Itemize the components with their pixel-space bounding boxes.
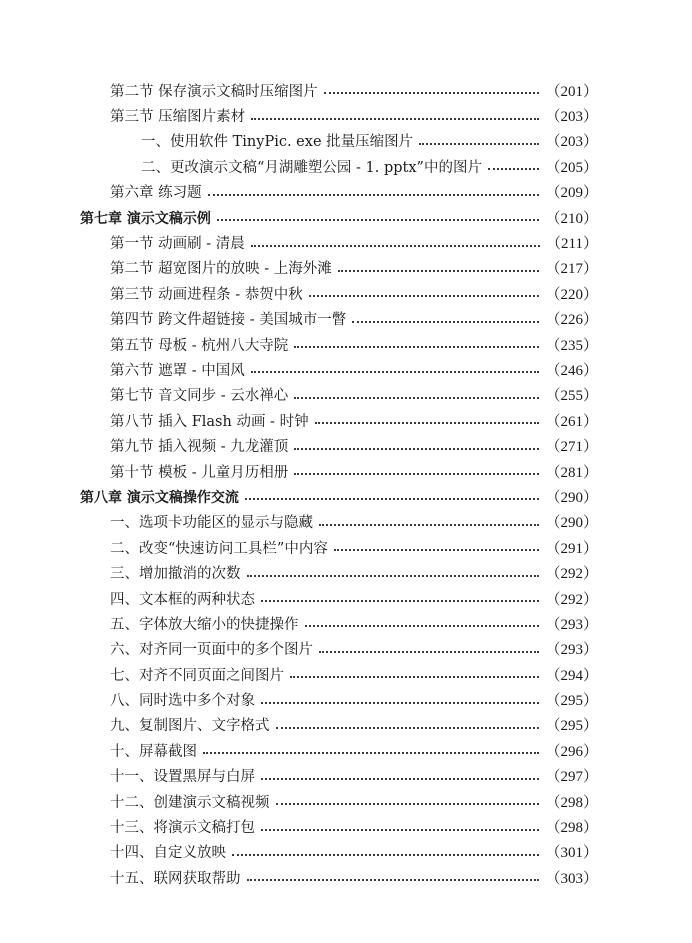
toc-entry-title: 十、屏幕截图 xyxy=(110,743,197,760)
dot-leader xyxy=(245,498,540,500)
toc-entry xyxy=(0,231,692,256)
toc-entry-page: （298） xyxy=(545,794,598,811)
dot-leader xyxy=(294,448,539,450)
toc-entry xyxy=(0,841,692,866)
toc-entry xyxy=(0,79,692,104)
toc-entry xyxy=(0,257,692,282)
toc-entry xyxy=(0,333,692,358)
toc-entry xyxy=(0,612,692,637)
toc-entry xyxy=(0,409,692,434)
toc-entry-page: （301） xyxy=(545,845,598,862)
dot-leader xyxy=(419,143,539,145)
toc-entry-page: （255） xyxy=(545,388,598,405)
toc-entry-title: 十二、创建演示文稿视频 xyxy=(110,794,270,811)
toc-entry-title: 四、文本框的两种状态 xyxy=(110,591,255,608)
toc-entry xyxy=(0,638,692,663)
toc-entry-title: 第三节 动画进程条 - 恭贺中秋 xyxy=(110,286,303,303)
toc-entry-title: 第九节 插入视频 - 九龙灌顶 xyxy=(110,439,289,456)
dot-leader xyxy=(251,245,540,247)
dot-leader xyxy=(203,752,539,754)
toc-entry-page: （271） xyxy=(545,439,598,456)
toc-entry xyxy=(0,536,692,561)
toc-entry xyxy=(0,308,692,333)
dot-leader xyxy=(294,397,539,399)
dot-leader xyxy=(319,651,539,653)
toc-entry-title: 第六章 练习题 xyxy=(110,185,202,202)
toc-entry-title: 三、增加撤消的次数 xyxy=(110,566,241,583)
toc-entry-page: （297） xyxy=(545,769,598,786)
toc-entry-title: 第二节 保存演示文稿时压缩图片 xyxy=(110,83,318,100)
toc-entry xyxy=(0,104,692,129)
toc-entry-page: （291） xyxy=(545,540,598,557)
toc-entry xyxy=(0,765,692,790)
dot-leader xyxy=(488,168,540,170)
dot-leader xyxy=(276,803,540,805)
toc-entry-title: 第五节 母板 - 杭州八大寺院 xyxy=(110,337,289,354)
dot-leader xyxy=(247,879,540,881)
dot-leader xyxy=(251,371,540,373)
dot-leader xyxy=(334,549,540,551)
toc-entry xyxy=(0,815,692,840)
toc-entry-title: 六、对齐同一页面中的多个图片 xyxy=(110,642,313,659)
toc-entry-page: （211） xyxy=(546,236,598,253)
dot-leader xyxy=(261,829,539,831)
toc-entry-page: （294） xyxy=(545,667,598,684)
toc-entry-page: （290） xyxy=(545,515,598,532)
toc-entry-title: 七、对齐不同页面之间图片 xyxy=(110,667,284,684)
toc-entry xyxy=(0,663,692,688)
dot-leader xyxy=(261,702,539,704)
toc-entry-title: 第六节 遮罩 - 中国风 xyxy=(110,362,245,379)
dot-leader xyxy=(247,575,540,577)
toc-entry xyxy=(0,688,692,713)
dot-leader xyxy=(315,422,540,424)
toc-entry-page: （203） xyxy=(545,134,598,151)
toc-entry xyxy=(0,282,692,307)
toc-entry-page: （210） xyxy=(545,210,598,227)
dot-leader xyxy=(232,854,539,856)
dot-leader xyxy=(324,92,540,94)
toc-entry xyxy=(0,130,692,155)
toc-entry-title: 二、改变“快速访问工具栏”中内容 xyxy=(110,540,328,557)
toc-entry-title: 一、选项卡功能区的显示与隐藏 xyxy=(110,515,313,532)
toc-entry-page: （293） xyxy=(545,616,598,633)
toc-entry-page: （209） xyxy=(545,185,598,202)
toc-entry-title: 一、使用软件 TinyPic. exe 批量压缩图片 xyxy=(141,134,414,151)
toc-entry-title: 第四节 跨文件超链接 - 美国城市一瞥 xyxy=(110,312,347,329)
toc-entry xyxy=(0,358,692,383)
toc-entry-title: 第一节 动画刷 - 清晨 xyxy=(110,236,245,253)
toc-entry-page: （205） xyxy=(545,159,598,176)
toc-entry-page: （201） xyxy=(545,83,598,100)
dot-leader xyxy=(217,219,540,221)
toc-entry-title: 第三节 压缩图片素材 xyxy=(110,109,246,126)
toc-entry xyxy=(0,561,692,586)
toc-entry-page: （261） xyxy=(545,413,598,430)
dot-leader xyxy=(276,727,540,729)
toc-entry-title: 十五、联网获取帮助 xyxy=(110,870,241,887)
toc-entry-title: 第八章 演示文稿操作交流 xyxy=(80,489,239,506)
dot-leader xyxy=(290,676,539,678)
toc-entry xyxy=(0,587,692,612)
toc-entry-page: （226） xyxy=(545,312,598,329)
toc-entry-title: 第十节 模板 - 儿童月历相册 xyxy=(110,464,289,481)
toc-entry xyxy=(0,511,692,536)
toc-entry-page: （220） xyxy=(545,286,598,303)
toc-chapter-heading xyxy=(0,206,692,231)
toc-entry-page: （292） xyxy=(545,591,598,608)
toc-entry-page: （296） xyxy=(545,743,598,760)
toc-entry xyxy=(0,739,692,764)
toc-entry-page: （290） xyxy=(545,489,598,506)
toc-entry-page: （203） xyxy=(545,109,598,126)
toc-entry-page: （295） xyxy=(545,693,598,710)
toc-entry-title: 九、复制图片、文字格式 xyxy=(110,718,270,735)
toc-entry xyxy=(0,790,692,815)
toc-entry-title: 第八节 插入 Flash 动画 - 时钟 xyxy=(110,413,309,430)
dot-leader xyxy=(338,270,540,272)
dot-leader xyxy=(294,346,539,348)
toc-entry xyxy=(0,434,692,459)
toc-entry xyxy=(0,384,692,409)
toc-entry-title: 五、字体放大缩小的快捷操作 xyxy=(110,616,299,633)
dot-leader xyxy=(251,118,539,120)
toc-entry-page: （293） xyxy=(545,642,598,659)
toc-entry-title: 八、同时选中多个对象 xyxy=(110,693,255,710)
dot-leader xyxy=(208,194,540,196)
dot-leader xyxy=(305,625,540,627)
toc-entry-title: 二、更改演示文稿“月湖雕塑公园 - 1. pptx”中的图片 xyxy=(141,159,482,176)
toc-entry-title: 十四、自定义放映 xyxy=(110,845,226,862)
toc-entry-page: （292） xyxy=(545,566,598,583)
toc-entry-title: 第七节 音文同步 - 云水禅心 xyxy=(110,388,289,405)
dot-leader xyxy=(309,295,540,297)
toc-entry-page: （295） xyxy=(545,718,598,735)
toc-entry xyxy=(0,866,692,891)
toc-entry-title: 十一、设置黑屏与白屏 xyxy=(110,769,255,786)
toc-entry-page: （246） xyxy=(545,362,598,379)
dot-leader xyxy=(261,778,539,780)
dot-leader xyxy=(352,321,539,323)
toc-entry-page: （217） xyxy=(545,261,598,278)
toc-entry-title: 第七章 演示文稿示例 xyxy=(80,210,211,227)
toc-entry-title: 十三、将演示文稿打包 xyxy=(110,820,255,837)
toc-entry-page: （298） xyxy=(545,820,598,837)
toc-entry xyxy=(0,460,692,485)
dot-leader xyxy=(261,600,539,602)
toc-chapter-heading xyxy=(0,485,692,510)
toc-entry-page: （303） xyxy=(545,870,598,887)
toc-entry xyxy=(0,714,692,739)
table-of-contents xyxy=(0,79,692,892)
dot-leader xyxy=(319,524,539,526)
toc-entry xyxy=(0,155,692,180)
dot-leader xyxy=(294,473,539,475)
toc-entry-page: （281） xyxy=(545,464,598,481)
toc-entry-title: 第二节 超宽图片的放映 - 上海外滩 xyxy=(110,261,332,278)
toc-entry xyxy=(0,181,692,206)
toc-entry-page: （235） xyxy=(545,337,598,354)
